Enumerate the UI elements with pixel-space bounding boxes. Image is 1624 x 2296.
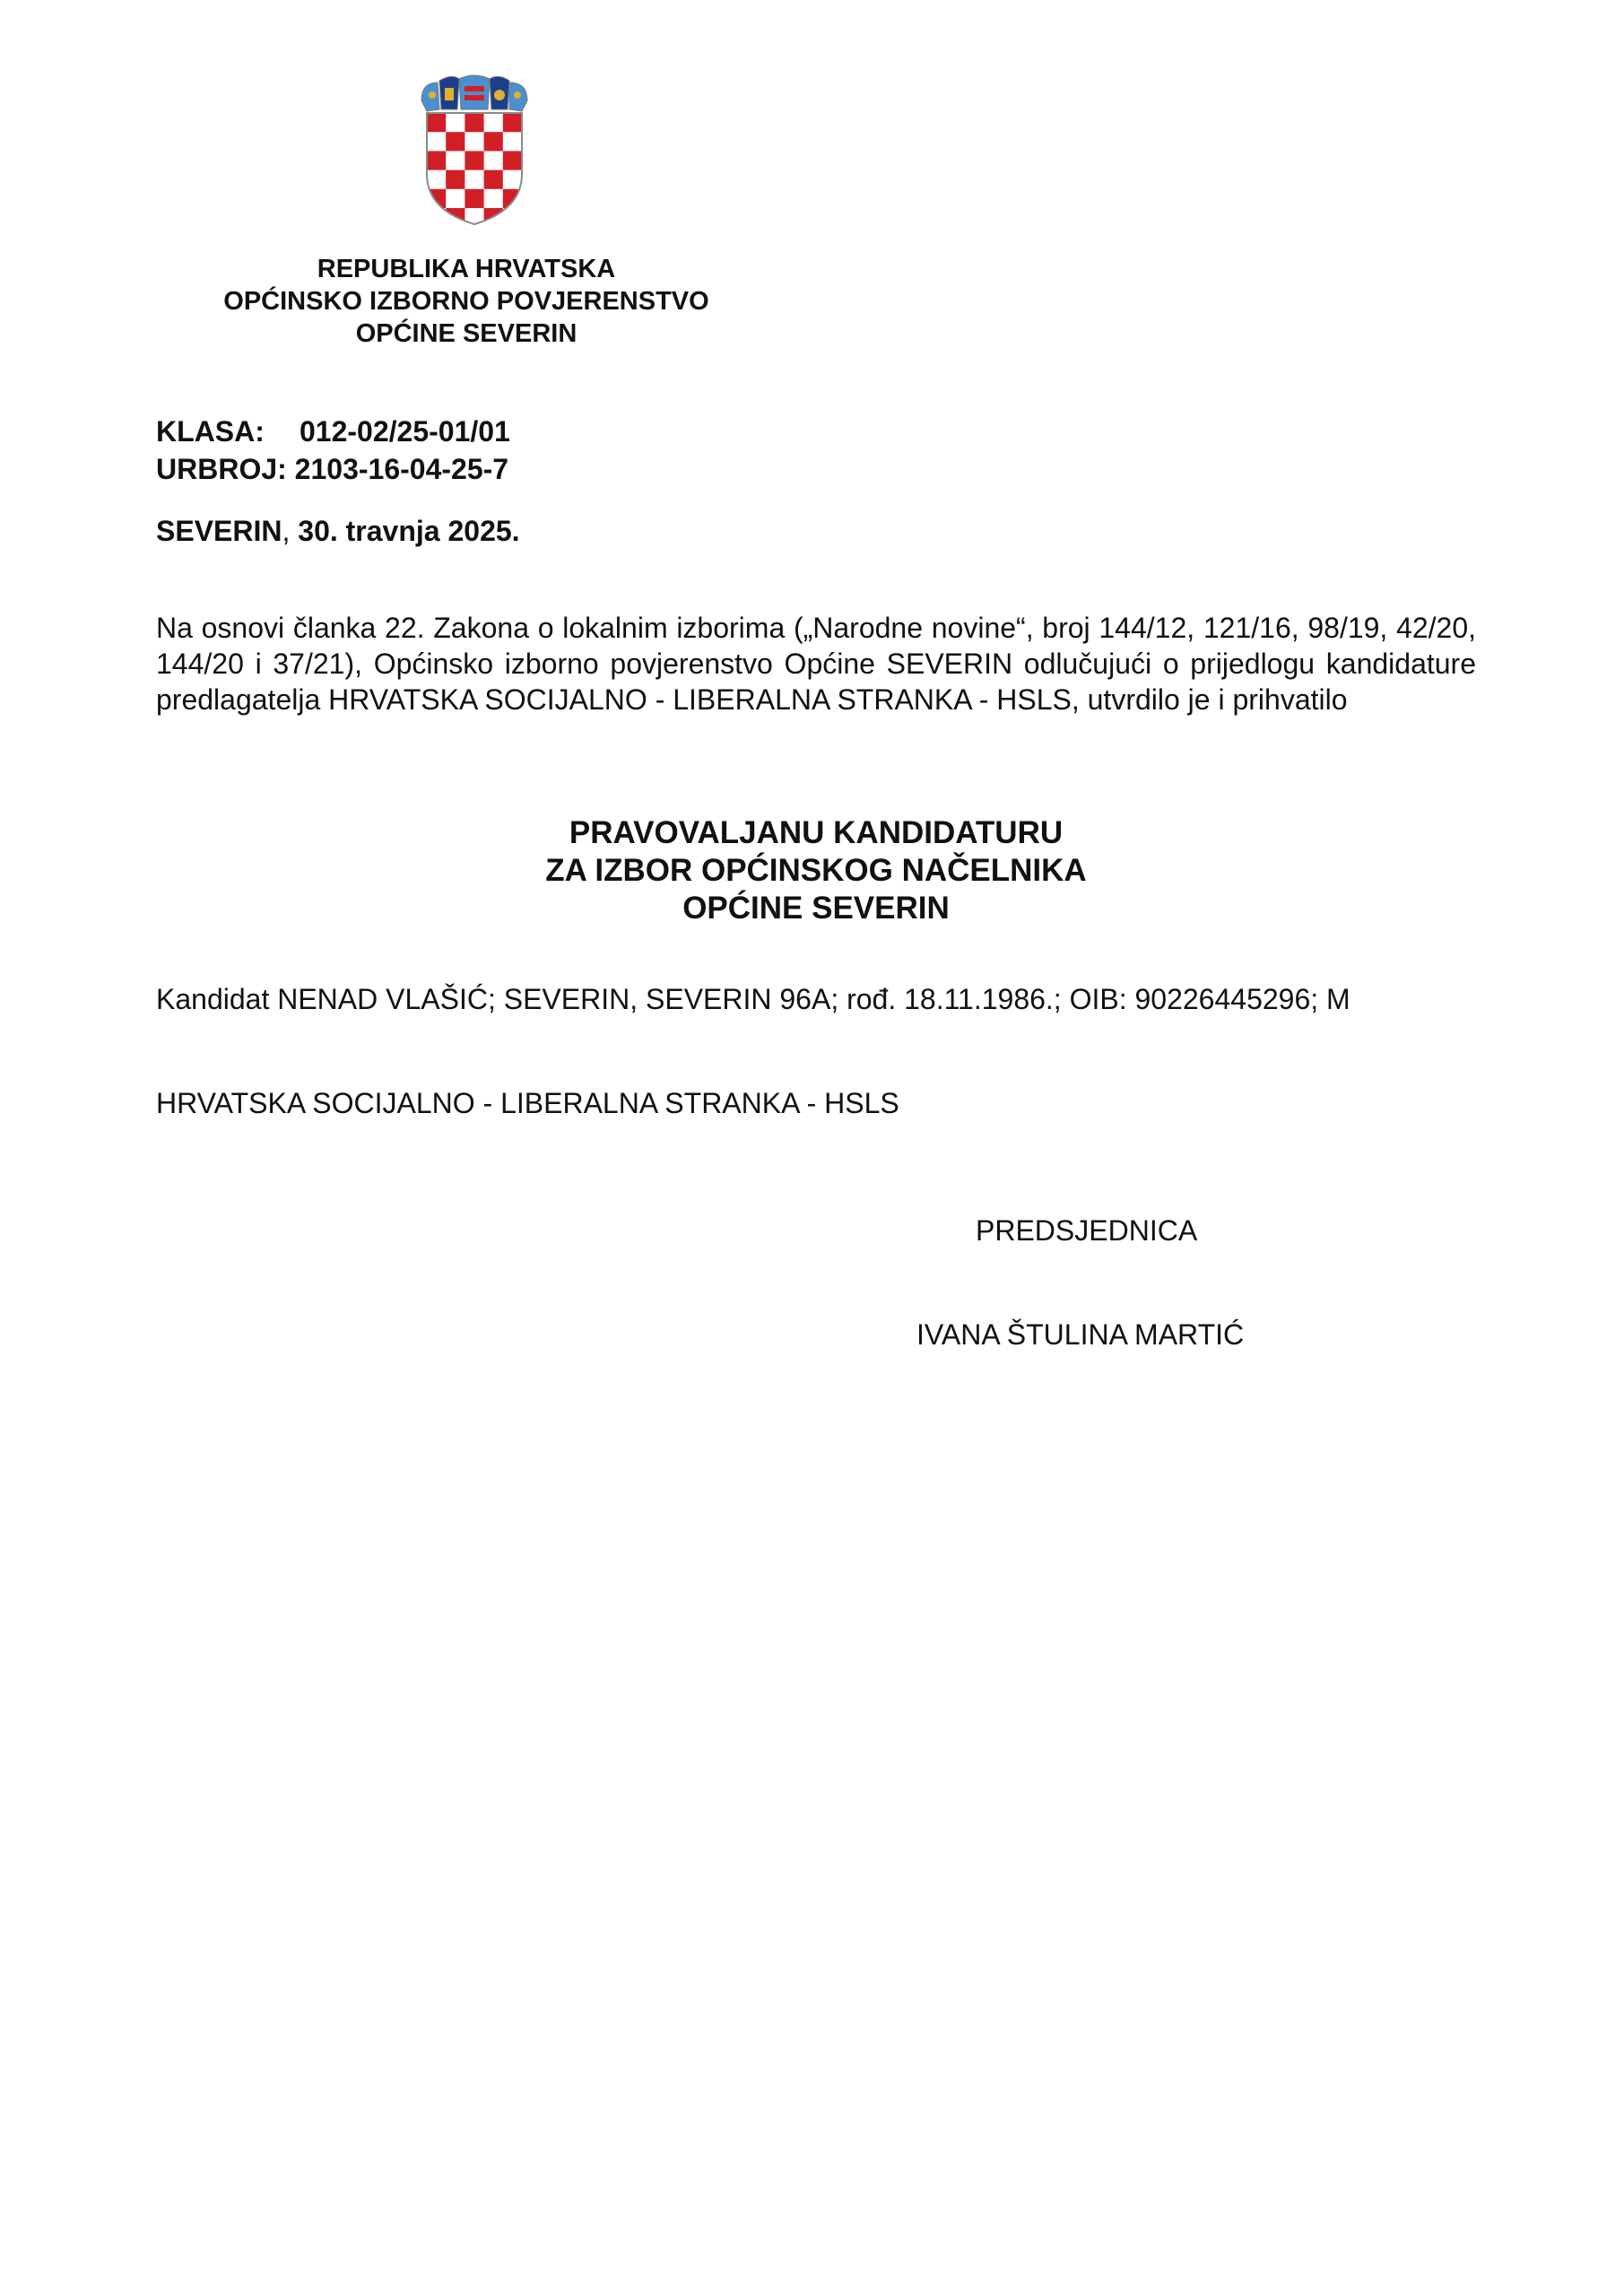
- coat-of-arms-icon: [418, 74, 531, 226]
- urbroj-label: URBROJ:: [156, 453, 287, 485]
- checkerboard: [427, 113, 522, 226]
- legal-basis-paragraph: Na osnovi članka 22. Zakona o lokalnim izborima („Narodne novine“, broj 144/12, 121/16, 98/19, 42/20, 144/20 i 37/21), Općinsko izborno povjerenstvo Općine SEVERIN odlučujući o prijedlogu kandidature predlagatelja HRVATSKA SOCIJALNO - LIBERALNA STRANKA - HSLS, utvrdilo je i prihvatilo: [156, 612, 1476, 716]
- heading-line-country: REPUBLIKA HRVATSKA: [317, 255, 616, 283]
- heading-line-municipality: OPĆINE SEVERIN: [355, 319, 578, 348]
- title-line-2: ZA IZBOR OPĆINSKOG NAČELNIKA: [545, 853, 1087, 888]
- crown: [421, 75, 527, 111]
- date-line: [156, 513, 520, 549]
- klasa-row: [156, 413, 510, 450]
- signatory-title: PREDSJEDNICA: [976, 1214, 1198, 1247]
- date-separator: ,: [282, 515, 299, 547]
- urbroj-value: 2103-16-04-25-7: [294, 453, 509, 485]
- title-line-3: OPĆINE SEVERIN: [682, 891, 950, 926]
- candidate-details: Kandidat NENAD VLAŠIĆ; SEVERIN, SEVERIN 96A; rođ. 18.11.1986.; OIB: 90226445296; M: [156, 983, 1350, 1015]
- klasa-value: 012-02/25-01/01: [300, 415, 510, 448]
- date-text: 30. travnja 2025.: [298, 515, 520, 547]
- klasa-label: KLASA:: [156, 415, 265, 448]
- date-place: SEVERIN: [156, 515, 282, 547]
- signatory-name: IVANA ŠTULINA MARTIĆ: [916, 1318, 1245, 1351]
- nominating-party: HRVATSKA SOCIJALNO - LIBERALNA STRANKA - HSLS: [156, 1087, 899, 1119]
- decision-title: [368, 814, 1264, 927]
- title-line-1: PRAVOVALJANU KANDIDATURU: [569, 815, 1064, 850]
- issuer-heading: [143, 253, 789, 350]
- heading-line-committee: OPĆINSKO IZBORNO POVJERENSTVO: [223, 287, 709, 316]
- urbroj-row: [156, 450, 510, 488]
- reference-block: [156, 413, 510, 488]
